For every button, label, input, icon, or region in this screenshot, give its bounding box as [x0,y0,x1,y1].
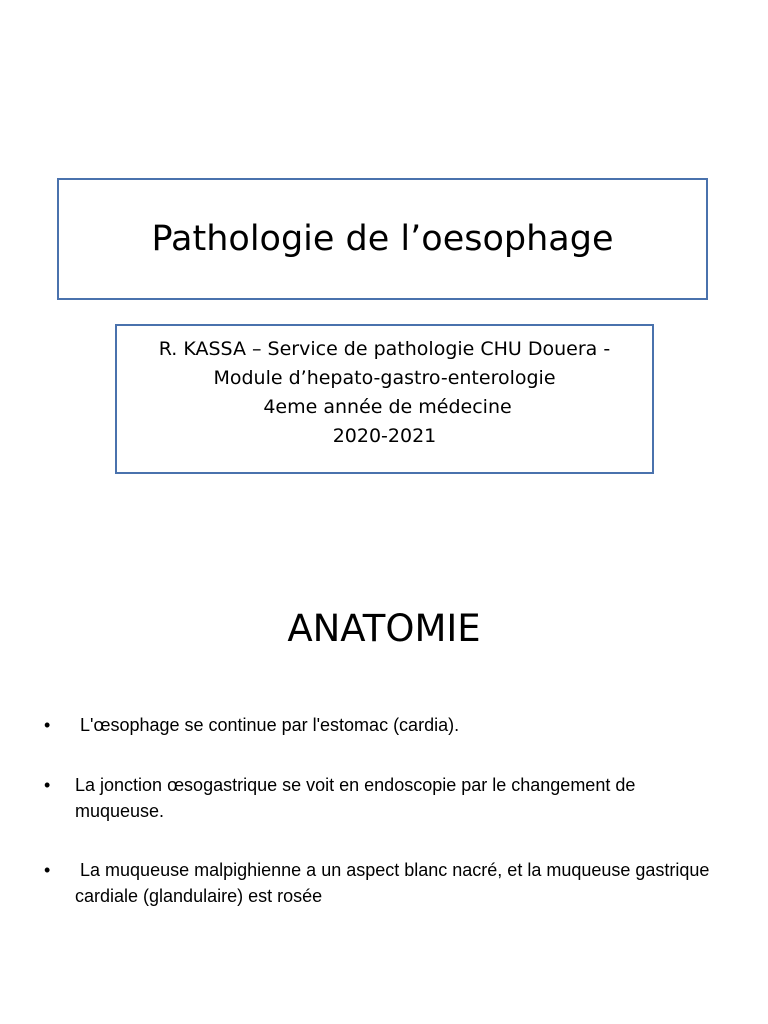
subtitle-line-author: R. KASSA – Service de pathologie CHU Douera - [158,338,611,360]
bullet-marker: • [44,860,51,880]
subtitle-line-module: Module d’hepato-gastro-enterologie [213,367,556,389]
subtitle-line-academic-year: 2020-2021 [332,425,437,447]
subtitle-box [115,324,654,474]
bullet-text: La jonction œsogastrique se voit en endoscopie par le changement de muqueuse. [75,775,636,821]
slide-title: Pathologie de l’oesophage [151,219,614,259]
subtitle-line-year-level: 4eme année de médecine [257,396,512,418]
bullet-text: La muqueuse malpighienne a un aspect blanc nacré, et la muqueuse gastrique cardiale (glandulaire) est rosée [75,860,715,906]
bullet-marker: • [44,775,51,795]
section-heading: ANATOMIE [287,607,481,650]
bullet-text: L'œsophage se continue par l'estomac (cardia). [75,715,460,735]
title-box [57,178,708,300]
bullet-marker: • [44,715,51,735]
